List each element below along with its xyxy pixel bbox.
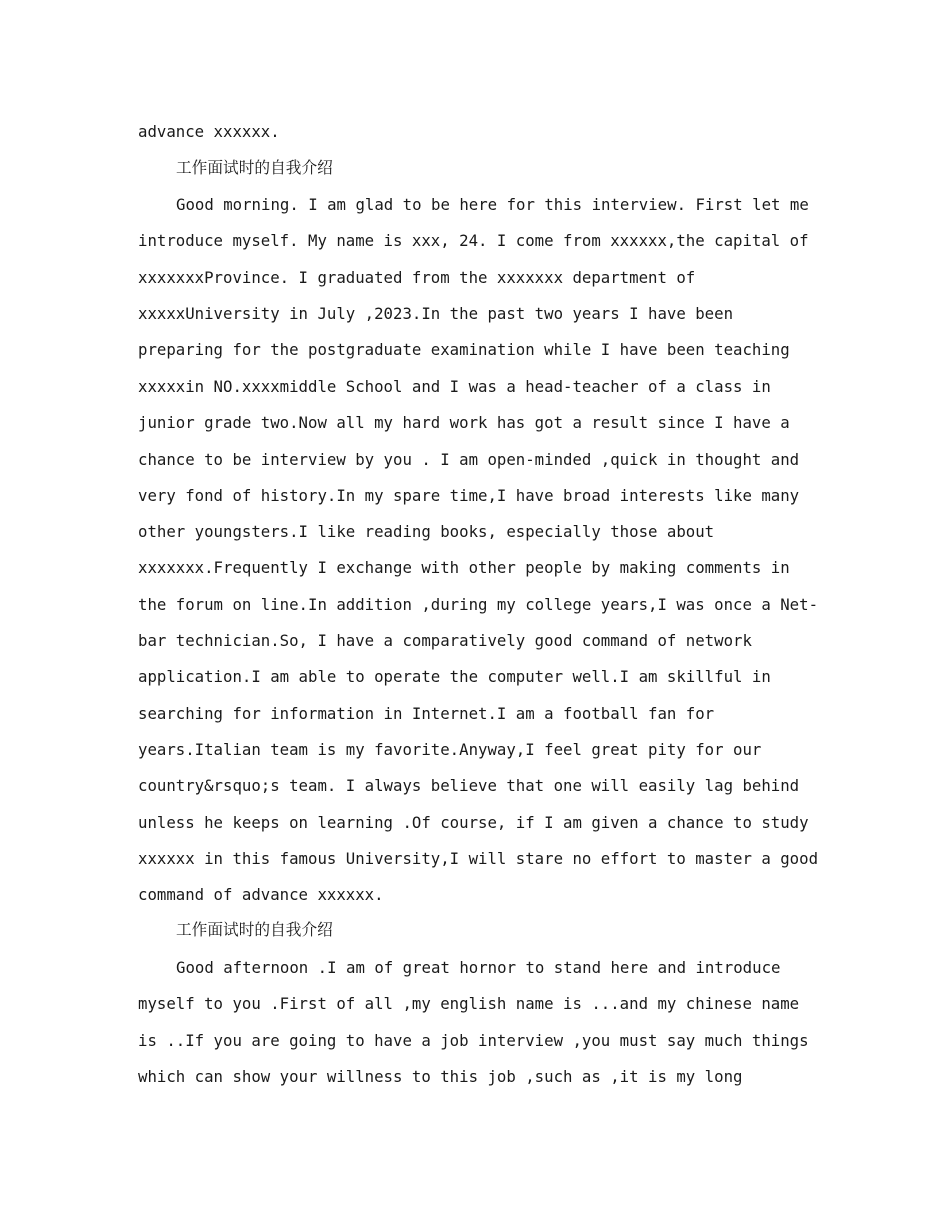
text-line: chance to be interview by you . I am open-minded ,quick in thought and <box>138 450 800 469</box>
text-line: other youngsters.I like reading books, especially those about <box>138 522 715 541</box>
text-line: advance xxxxxx. <box>138 122 280 141</box>
text-line: junior grade two.Now all my hard work has got a result since I have a <box>138 413 790 432</box>
text-line: myself to you .First of all ,my english name is ...and my chinese name <box>138 994 800 1013</box>
text-line: xxxxxUniversity in July ,2023.In the past two years I have been <box>138 304 734 323</box>
text-line: very fond of history.In my spare time,I have broad interests like many <box>138 486 800 505</box>
text-line: searching for information in Internet.I am a football fan for <box>138 704 715 723</box>
text-line: preparing for the postgraduate examination while I have been teaching <box>138 340 790 359</box>
text-line: years.Italian team is my favorite.Anyway,I feel great pity for our <box>138 740 762 759</box>
text-line: introduce myself. My name is xxx, 24. I come from xxxxxx,the capital of <box>138 231 809 250</box>
section-heading: 工作面试时的自我介绍 <box>176 920 333 939</box>
paragraph-first-line: Good morning. I am glad to be here for this interview. First let me <box>176 195 809 214</box>
text-line: bar technician.So, I have a comparatively good command of network <box>138 631 752 650</box>
text-line: xxxxxx in this famous University,I will stare no effort to master a good <box>138 849 819 868</box>
text-line: application.I am able to operate the computer well.I am skillful in <box>138 667 771 686</box>
text-line: xxxxxin NO.xxxxmiddle School and I was a head-teacher of a class in <box>138 377 771 396</box>
text-line: command of advance xxxxxx. <box>138 885 384 904</box>
section-heading: 工作面试时的自我介绍 <box>176 158 333 177</box>
text-line: the forum on line.In addition ,during my college years,I was once a Net- <box>138 595 819 614</box>
text-line: xxxxxxx.Frequently I exchange with other people by making comments in <box>138 558 790 577</box>
text-line: country&rsquo;s team. I always believe that one will easily lag behind <box>138 776 800 795</box>
text-line: which can show your willness to this job ,such as ,it is my long <box>138 1067 743 1086</box>
text-line: unless he keeps on learning .Of course, if I am given a chance to study <box>138 813 809 832</box>
paragraph-first-line: Good afternoon .I am of great hornor to stand here and introduce <box>176 958 781 977</box>
text-line: xxxxxxxProvince. I graduated from the xxxxxxx department of <box>138 268 696 287</box>
text-line: is ..If you are going to have a job interview ,you must say much things <box>138 1031 809 1050</box>
